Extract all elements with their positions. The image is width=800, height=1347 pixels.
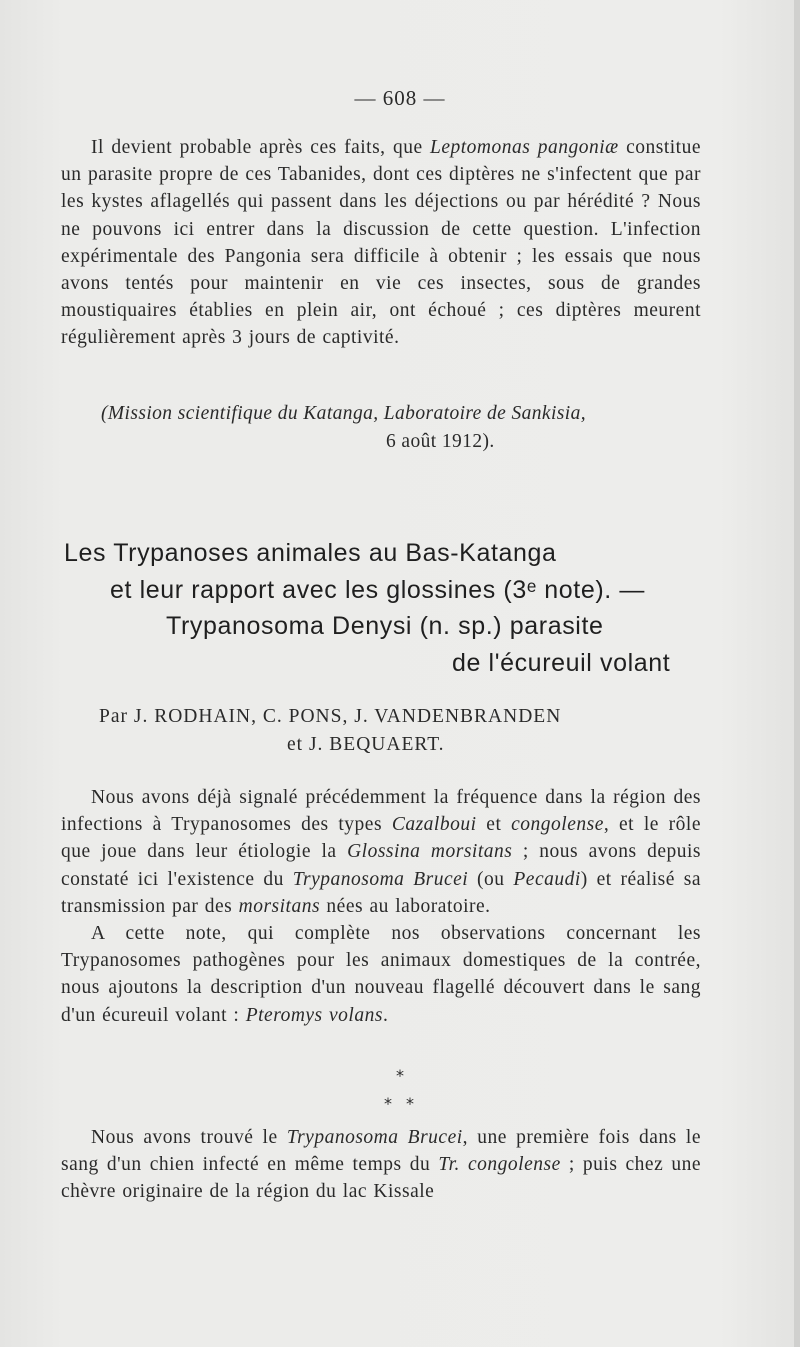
text-run: A cette note, qui complète nos observations concernant les Trypanosomes pathogènes pour les animaux domestiques de la contrée, nous ajoutons la description d'un nouveau flagellé découvert dans le sang d'un écureuil volant : — [61, 923, 701, 1026]
attribution-line-2: 6 août 1912). — [386, 431, 495, 452]
italic-term: Pteromys volans — [245, 1004, 383, 1026]
text-run: constitue un parasite propre de ces Tabanides, dont ces diptères ne s'infectent que par les kystes aflagellés qui passent dans les déjections ou par hérédité ? Nous ne pouvons ici entrer dans la discussion de cette question. L'infection expérimentale des Pangonia sera difficile à obtenir ; les essais que nous avons tentés pour maintenir en vie ces insectes, sous de grandes moustiquaires établies en plein air, ont échoué ; ces diptères meurent régulièrement après 3 jours de captivité. — [61, 137, 701, 349]
mission-attribution — [61, 400, 701, 456]
article-body-intro — [61, 784, 701, 1029]
article-authors — [61, 703, 701, 759]
title-line-3: Trypanosoma Denysi (n. sp.) parasite — [166, 612, 604, 640]
article-title — [60, 535, 720, 681]
paragraph-text — [61, 134, 701, 352]
italic-term: Leptomonas pangoniæ — [430, 137, 619, 158]
text-run: Nous avons déjà signalé précédemment la fréquence dans la région des infections à Trypanosomes des types — [61, 787, 701, 836]
text-run: Nous avons trouvé le — [91, 1127, 287, 1148]
title-line-4: de l'écureuil volant — [452, 648, 671, 677]
paragraph-previous-findings — [61, 784, 701, 920]
page-number: — 608 — — [354, 86, 446, 110]
authors-line-2: et J. BEQUAERT. — [287, 734, 445, 755]
text-run: ) et réalisé sa transmission par des — [61, 868, 701, 917]
italic-term: Trypanosoma Brucei — [292, 868, 469, 890]
title-line-1: Les Trypanoses animales au Bas-Katanga — [64, 539, 557, 567]
paragraph-new-flagellate — [61, 920, 701, 1029]
paragraph-brucei-found — [61, 1124, 701, 1206]
text-run: et — [476, 814, 512, 836]
italic-term: Cazalboui — [391, 814, 477, 836]
italic-term: Glossina morsitans — [347, 841, 513, 863]
paragraph-leptomonas — [61, 134, 701, 352]
italic-term: Trypanosoma Brucei — [286, 1127, 463, 1148]
text-run: ; nous avons depuis constaté ici l'existence du — [61, 841, 702, 890]
text-run: . — [382, 1004, 389, 1026]
italic-term: Pecaudi — [513, 868, 581, 890]
text-run: Il devient probable après ces faits, que — [91, 137, 431, 158]
italic-term: Tr. congolense — [438, 1154, 561, 1176]
article-body-continued — [61, 1124, 701, 1206]
section-separator — [0, 1062, 800, 1118]
italic-term: congolense — [511, 814, 604, 836]
authors-line-1: Par J. RODHAIN, C. PONS, J. VANDENBRANDEN — [99, 706, 562, 727]
attribution-line-1: (Mission scientifique du Katanga, Laboratoire de Sankisia, — [101, 403, 587, 424]
title-line-2: et leur rapport avec les glossines (3ᵉ note). — — [110, 575, 645, 604]
page-edge-shadow — [794, 0, 800, 1347]
text-run: , une première fois dans le sang d'un chien infecté en même temps du — [61, 1127, 701, 1176]
italic-term: morsitans — [238, 895, 321, 917]
text-run: , et le rôle que joue dans leur étiologie la — [61, 814, 701, 863]
text-run: nées au laboratoire. — [320, 895, 491, 917]
text-run: ; puis chez une chèvre originaire de la région du lac Kissale — [61, 1154, 702, 1203]
separator-star-top: * — [396, 1066, 404, 1085]
separator-stars-bottom: ** — [384, 1094, 428, 1113]
text-run: (ou — [468, 868, 514, 890]
